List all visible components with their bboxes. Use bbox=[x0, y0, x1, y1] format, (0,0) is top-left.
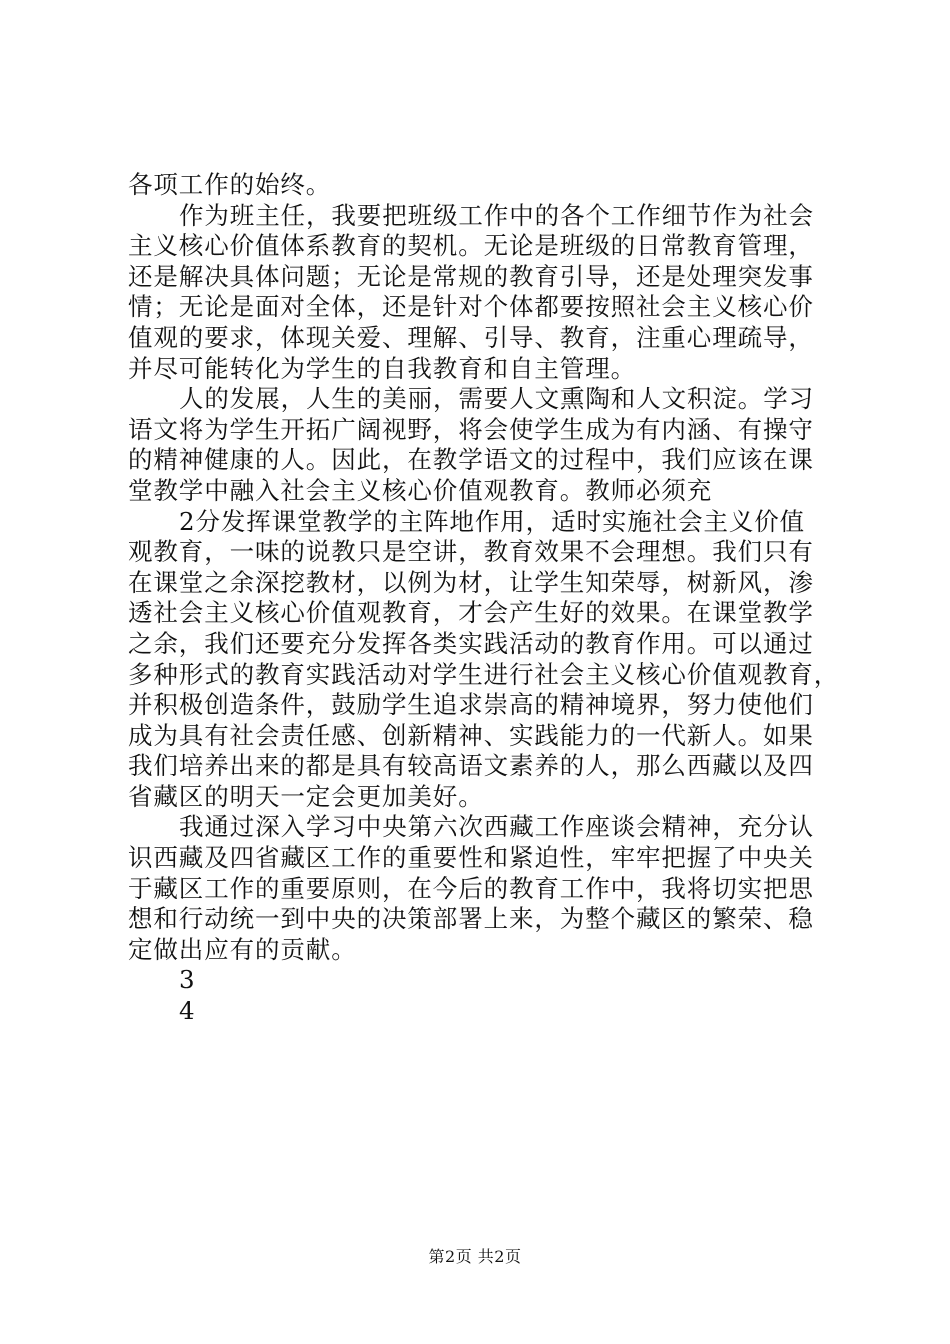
text-line: 4 bbox=[179, 996, 196, 1026]
text-line: 之余，我们还要充分发挥各类实践活动的教育作用。可以通过 bbox=[128, 628, 814, 658]
text-line: 透社会主义核心价值观教育，才会产生好的效果。在课堂教学 bbox=[128, 598, 814, 628]
page-footer: 第2页 共2页 bbox=[428, 1247, 522, 1266]
text-line: 定做出应有的贡献。 bbox=[128, 934, 357, 964]
text-line: 堂教学中融入社会主义核心价值观教育。教师必须充 bbox=[128, 475, 713, 505]
text-line: 各项工作的始终。 bbox=[128, 170, 332, 199]
text-line: 的精神健康的人。因此，在教学语文的过程中，我们应该在课 bbox=[128, 445, 814, 475]
text-line: 作为班主任，我要把班级工作中的各个工作细节作为社会 bbox=[179, 200, 814, 230]
text-line: 识西藏及四省藏区工作的重要性和紧迫性，牢牢把握了中央关 bbox=[128, 843, 814, 873]
text-line: 人的发展，人生的美丽，需要人文熏陶和人文积淀。学习 bbox=[179, 384, 814, 414]
text-line: 想和行动统一到中央的决策部署上来，为整个藏区的繁荣、稳 bbox=[128, 904, 814, 934]
text-line: 并积极创造条件，鼓励学生追求崇高的精神境界，努力使他们 bbox=[128, 690, 814, 720]
text-line: 值观的要求，体现关爱、理解、引导、教育，注重心理疏导， bbox=[128, 322, 814, 352]
text-line: 成为具有社会责任感、创新精神、实践能力的一代新人。如果 bbox=[128, 720, 814, 750]
text-line: 并尽可能转化为学生的自我教育和自主管理。 bbox=[128, 353, 636, 383]
text-line: 我们培养出来的都是具有较高语文素养的人，那么西藏以及四 bbox=[128, 751, 814, 781]
text-line: 3 bbox=[179, 965, 196, 995]
text-line: 于藏区工作的重要原则，在今后的教育工作中，我将切实把思 bbox=[128, 873, 814, 903]
text-line: 还是解决具体问题；无论是常规的教育引导，还是处理突发事 bbox=[128, 261, 814, 291]
text-line: 我通过深入学习中央第六次西藏工作座谈会精神，充分认 bbox=[179, 812, 814, 842]
text-line: 2分发挥课堂教学的主阵地作用，适时实施社会主义价值 bbox=[179, 506, 806, 536]
text-line: 主义核心价值体系教育的契机。无论是班级的日常教育管理， bbox=[128, 231, 814, 261]
text-line: 在课堂之余深挖教材，以例为材，让学生知荣辱，树新风，渗 bbox=[128, 567, 814, 597]
body-text bbox=[128, 170, 838, 1027]
text-line: 观教育，一味的说教只是空讲，教育效果不会理想。我们只有 bbox=[128, 537, 814, 567]
text-line: 语文将为学生开拓广阔视野，将会使学生成为有内涵、有操守 bbox=[128, 414, 814, 444]
text-line: 多种形式的教育实践活动对学生进行社会主义核心价值观教育， bbox=[128, 659, 840, 689]
text-line: 省藏区的明天一定会更加美好。 bbox=[128, 781, 484, 811]
text-line: 情；无论是面对全体，还是针对个体都要按照社会主义核心价 bbox=[128, 292, 814, 322]
